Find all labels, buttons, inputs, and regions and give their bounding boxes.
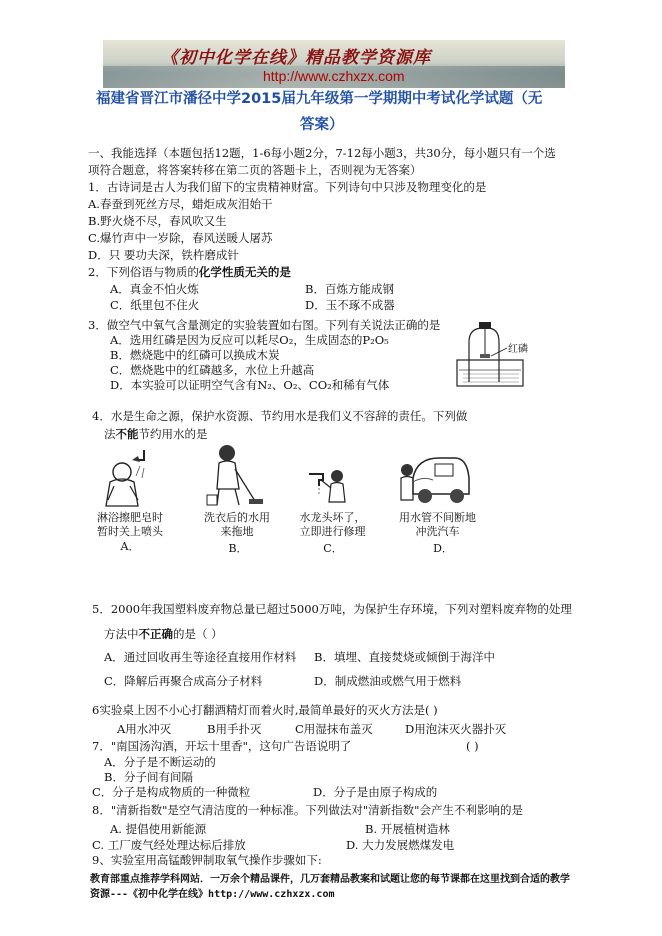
q3-stem: 3．做空气中氧气含量测定的实验装置如右图。下列有关说法正确的是 [88, 318, 441, 332]
q7-option-c: C．分子是构成物质的一种微粒 [92, 785, 251, 799]
q2-option-b: B．百炼方能成钢 [305, 282, 394, 296]
section-instructions-line2: 项符合题意，将答案转移在第二页的答题卡上，否则视为无答案） [88, 163, 422, 177]
q7-option-d: D．分子是由原子构成的 [313, 785, 438, 799]
q6-option-b: B用手扑灭 [207, 722, 262, 736]
q2-option-d: D．玉不琢不成器 [305, 298, 395, 312]
q5-option-b: B．填埋、直接焚烧或倾倒于海洋中 [314, 650, 495, 664]
q5-option-c: C．降解后再聚合成高分子材料 [104, 674, 263, 688]
mopping-picture [205, 443, 265, 508]
document-title: 福建省晋江市潘径中学2015届九年级第一学期期中考试化学试题（无 [96, 91, 543, 107]
q4-caption-a-line2: 暂时关上喷头 [97, 525, 163, 538]
q5-stem-line1: 5．2000年我国塑料废弃物总量已超过5000万吨，为保护生存环境，下列对塑料废弃物的处理 [92, 602, 572, 616]
q8-option-c: C. 工厂废气经处理达标后排放 [92, 838, 246, 852]
q4-caption-c-line1: 水龙头坏了， [299, 511, 366, 524]
q4-stem-line2: 法不能节约用水的是 [104, 427, 208, 441]
q2-option-a: A．真金不怕火炼 [110, 282, 199, 296]
banner-title: 《初中化学在线》精品教学资源库 [161, 48, 431, 68]
q6-stem: 6实验桌上因不小心打翻酒精灯而着火时,最简单最好的灭火方法是( ) [92, 703, 438, 717]
q9-stem: 9、实验室用高锰酸钾制取氧气操作步骤如下: [92, 853, 322, 867]
q1-option-d: D．只 要功夫深，铁杵磨成针 [88, 248, 239, 262]
q3-option-d: D．本实验可以证明空气含有N₂、O₂、CO₂和稀有气体 [110, 378, 390, 392]
q4-caption-b-line1: 洗衣后的水用 [204, 511, 270, 524]
document-title-continued: 答案） [300, 117, 344, 133]
q4-option-b: B． [228, 542, 248, 555]
q4-caption-c-line2: 立即进行修理 [299, 525, 366, 538]
q5-option-a: A．通过回收再生等途径直接用作材料 [104, 650, 297, 664]
q2-stem: 2．下列俗语与物质的化学性质无关的是 [88, 265, 291, 279]
shower-picture [100, 446, 160, 508]
q6-option-a: A用水冲灭 [117, 722, 172, 736]
tap-repair-picture [305, 466, 353, 510]
q4-caption-d-line1: 用水管不间断地 [399, 511, 476, 524]
header-banner [103, 40, 565, 88]
q3-option-a: A．选用红磷是因为反应可以耗尽O₂，生成固态的P₂O₅ [110, 333, 389, 347]
q4-caption-a-line1: 淋浴擦肥皂时 [97, 511, 163, 524]
q1-option-c: C.爆竹声中一岁除，春风送暖人屠苏 [88, 231, 273, 245]
q8-option-d: D. 大力发展燃煤发电 [346, 838, 455, 852]
apparatus-figure [455, 318, 545, 390]
q8-option-a: A. 提倡使用新能源 [110, 822, 207, 836]
q7-option-b: B．分子间有间隔 [104, 770, 193, 784]
q8-stem: 8．"清新指数"是空气清洁度的一种标准。下列做法对"清新指数"会产生不利影响的是 [92, 803, 523, 817]
q4-option-c: C． [323, 542, 343, 555]
apparatus-label: 红磷 [508, 344, 528, 355]
q2-option-c: C．纸里包不住火 [110, 298, 200, 312]
q7-stem: 7．"南国汤沟酒，开坛十里香"，这句广告语说明了 [92, 739, 352, 753]
q4-option-d: D． [433, 542, 453, 555]
q3-option-b: B．燃烧匙中的红磷可以换成木炭 [110, 348, 280, 362]
car-washing-picture [395, 450, 473, 512]
q5-option-d: D．制成燃油或燃气用于燃料 [314, 674, 462, 688]
q7-answer-blank: ( ) [466, 739, 479, 753]
q4-caption-d-line2: 冲洗汽车 [415, 525, 460, 538]
q1-stem: 1．古诗词是古人为我们留下的宝贵精神财富。下列诗句中只涉及物理变化的是 [88, 180, 487, 194]
q1-option-b: B.野火烧不尽，春风吹又生 [88, 214, 227, 228]
q4-caption-b-line2: 来拖地 [220, 525, 254, 538]
q4-stem-line1: 4．水是生命之源，保护水资源、节约用水是我们义不容辞的责任。下列做 [92, 409, 468, 423]
banner-url[interactable]: http://www.czhxzx.com [263, 68, 405, 84]
q8-option-b: B. 开展植树造林 [365, 822, 450, 836]
q6-option-d: D用泡沫灭火器扑灭 [405, 722, 507, 736]
footer-line1: 教育部重点推荐学科网站．一万余个精品课件，几万套精品教案和试题让您的每节课都在这里找到合适的教学 [90, 874, 570, 885]
section-instructions-line1: 一、我能选择（本题包括12题，1-6每小题2分，7-12每小题3，共30分，每小题只有一个选 [88, 146, 556, 160]
q5-stem-line2: 方法中不正确的是（ ） [104, 627, 223, 641]
q1-option-a: A.春蚕到死丝方尽，蜡炬成灰泪始干 [88, 197, 273, 211]
q3-option-c: C．燃烧匙中的红磷越多，水位上升越高 [110, 363, 315, 377]
q6-option-c: C用湿抹布盖灭 [295, 722, 373, 736]
q7-option-a: A．分子是不断运动的 [104, 755, 216, 769]
footer-line2: 资源---《初中化学在线》http://www.czhxzx.com [90, 889, 335, 900]
q4-option-a: A． [120, 540, 140, 553]
